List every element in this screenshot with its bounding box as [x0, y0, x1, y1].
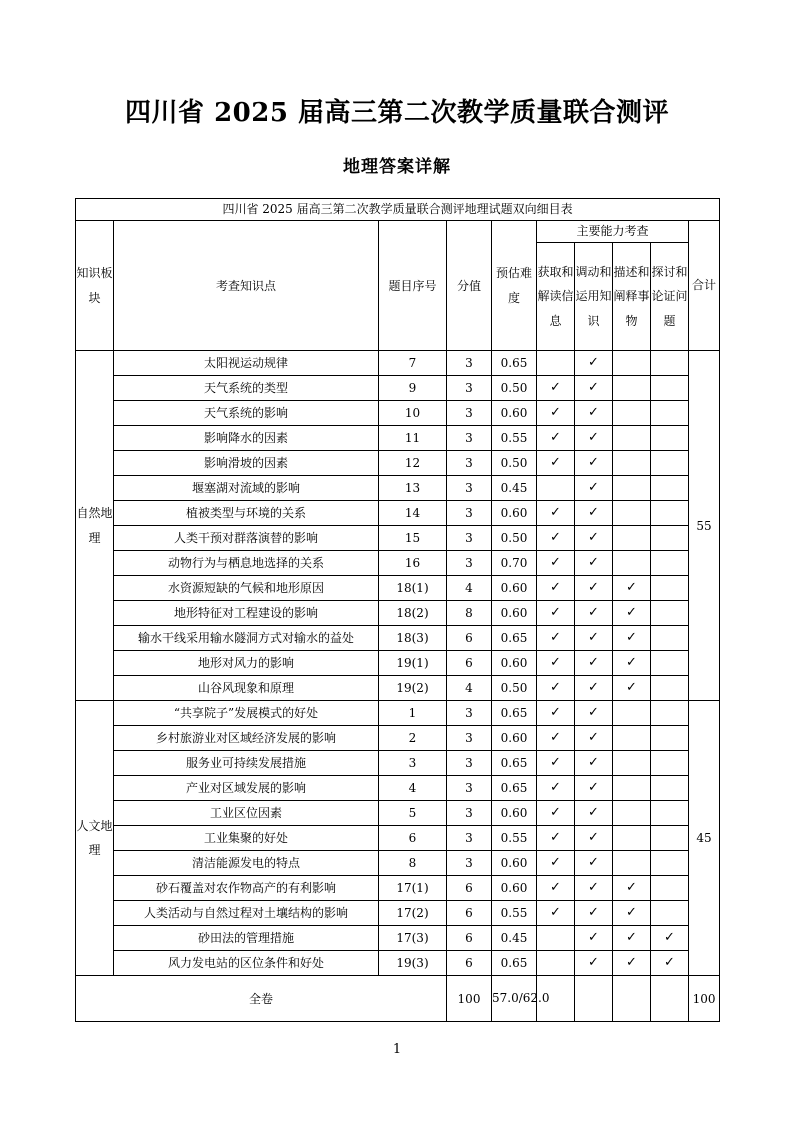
ability-check	[613, 426, 651, 451]
score: 3	[447, 401, 492, 426]
ability-check: ✓	[575, 351, 613, 376]
ability-check: ✓	[575, 801, 613, 826]
score: 3	[447, 826, 492, 851]
ability-check	[651, 726, 689, 751]
header-difficulty: 预估难度	[492, 221, 537, 351]
ability-check	[651, 601, 689, 626]
ability-check: ✓	[613, 576, 651, 601]
ability-check: ✓	[537, 401, 575, 426]
score: 3	[447, 701, 492, 726]
header-ability-3: 描述和阐释事物	[613, 243, 651, 351]
ability-check: ✓	[537, 776, 575, 801]
difficulty: 0.60	[492, 501, 537, 526]
ability-check: ✓	[537, 426, 575, 451]
score: 3	[447, 851, 492, 876]
ability-check: ✓	[537, 551, 575, 576]
ability-check: ✓	[575, 476, 613, 501]
ability-check: ✓	[575, 776, 613, 801]
ability-check	[651, 426, 689, 451]
difficulty: 0.60	[492, 401, 537, 426]
header-score: 分值	[447, 221, 492, 351]
score: 6	[447, 876, 492, 901]
ability-check: ✓	[575, 726, 613, 751]
ability-check	[651, 501, 689, 526]
question-number: 16	[379, 551, 447, 576]
ability-check: ✓	[537, 851, 575, 876]
ability-check	[613, 451, 651, 476]
question-number: 18(1)	[379, 576, 447, 601]
ability-check: ✓	[575, 701, 613, 726]
ability-check	[651, 876, 689, 901]
footer-empty-cell	[651, 976, 689, 1022]
ability-check	[651, 826, 689, 851]
header-question-number: 题目序号	[379, 221, 447, 351]
ability-check: ✓	[613, 951, 651, 976]
footer-empty-cell	[575, 976, 613, 1022]
question-number: 3	[379, 751, 447, 776]
table-row	[76, 676, 720, 701]
ability-check	[537, 351, 575, 376]
knowledge-point: 人类干预对群落演替的影响	[114, 526, 379, 551]
question-number: 19(1)	[379, 651, 447, 676]
ability-check: ✓	[575, 851, 613, 876]
ability-check: ✓	[575, 651, 613, 676]
table-row	[76, 601, 720, 626]
knowledge-point: 地形特征对工程建设的影响	[114, 601, 379, 626]
table-row	[76, 426, 720, 451]
table-caption: 四川省 2025 届高三第二次教学质量联合测评地理试题双向细目表	[76, 199, 720, 221]
difficulty: 0.50	[492, 526, 537, 551]
score: 6	[447, 926, 492, 951]
header-ability-group: 主要能力考查	[537, 221, 689, 243]
ability-check: ✓	[537, 901, 575, 926]
knowledge-point: 太阳视运动规律	[114, 351, 379, 376]
ability-check: ✓	[537, 651, 575, 676]
ability-check	[537, 926, 575, 951]
ability-check: ✓	[537, 751, 575, 776]
score: 3	[447, 801, 492, 826]
table-row	[76, 501, 720, 526]
difficulty: 0.65	[492, 626, 537, 651]
ability-check	[651, 551, 689, 576]
question-number: 19(3)	[379, 951, 447, 976]
difficulty: 0.65	[492, 701, 537, 726]
question-number: 10	[379, 401, 447, 426]
ability-check	[651, 376, 689, 401]
table-row	[76, 776, 720, 801]
ability-check: ✓	[575, 901, 613, 926]
ability-check: ✓	[651, 951, 689, 976]
ability-check	[651, 451, 689, 476]
knowledge-point: 人类活动与自然过程对土壤结构的影响	[114, 901, 379, 926]
knowledge-point: 堰塞湖对流域的影响	[114, 476, 379, 501]
knowledge-point: 植被类型与环境的关系	[114, 501, 379, 526]
ability-check	[613, 726, 651, 751]
ability-check	[613, 476, 651, 501]
ability-check: ✓	[613, 876, 651, 901]
ability-check: ✓	[613, 676, 651, 701]
difficulty: 0.60	[492, 801, 537, 826]
knowledge-point: 服务业可持续发展措施	[114, 751, 379, 776]
ability-check	[537, 951, 575, 976]
table-row	[76, 526, 720, 551]
ability-check	[651, 651, 689, 676]
question-number: 17(2)	[379, 901, 447, 926]
difficulty: 0.60	[492, 876, 537, 901]
knowledge-point: 山谷风现象和原理	[114, 676, 379, 701]
difficulty: 0.50	[492, 376, 537, 401]
ability-check	[651, 526, 689, 551]
ability-check: ✓	[613, 901, 651, 926]
question-number: 12	[379, 451, 447, 476]
ability-check: ✓	[575, 526, 613, 551]
page-subtitle: 地理答案详解	[343, 157, 451, 177]
table-row	[76, 351, 720, 376]
knowledge-point: 天气系统的类型	[114, 376, 379, 401]
table-row	[76, 726, 720, 751]
ability-check: ✓	[613, 601, 651, 626]
footer-empty-cell	[613, 976, 651, 1022]
knowledge-point: 动物行为与栖息地选择的关系	[114, 551, 379, 576]
ability-check: ✓	[537, 451, 575, 476]
footer-total: 100	[689, 976, 720, 1022]
ability-check: ✓	[613, 626, 651, 651]
question-number: 13	[379, 476, 447, 501]
ability-check: ✓	[537, 626, 575, 651]
question-number: 8	[379, 851, 447, 876]
ability-check	[613, 776, 651, 801]
table-row	[76, 851, 720, 876]
difficulty: 0.65	[492, 951, 537, 976]
score: 3	[447, 726, 492, 751]
difficulty: 0.60	[492, 851, 537, 876]
knowledge-point: 天气系统的影响	[114, 401, 379, 426]
table-row	[76, 926, 720, 951]
ability-check	[651, 701, 689, 726]
ability-check	[651, 901, 689, 926]
question-number: 1	[379, 701, 447, 726]
score: 3	[447, 551, 492, 576]
table-row	[76, 376, 720, 401]
ability-check: ✓	[575, 676, 613, 701]
score: 4	[447, 676, 492, 701]
score: 6	[447, 901, 492, 926]
question-number: 18(2)	[379, 601, 447, 626]
ability-check: ✓	[537, 376, 575, 401]
knowledge-point: 乡村旅游业对区域经济发展的影响	[114, 726, 379, 751]
question-number: 17(3)	[379, 926, 447, 951]
ability-check	[613, 401, 651, 426]
section-total: 55	[689, 351, 720, 701]
table-row	[76, 826, 720, 851]
ability-check: ✓	[575, 926, 613, 951]
ability-check	[613, 851, 651, 876]
footer-label: 全卷	[76, 976, 447, 1022]
question-number: 11	[379, 426, 447, 451]
score: 4	[447, 576, 492, 601]
section-name: 人文地理	[76, 701, 114, 976]
question-number: 18(3)	[379, 626, 447, 651]
question-number: 6	[379, 826, 447, 851]
score: 3	[447, 426, 492, 451]
ability-check: ✓	[537, 501, 575, 526]
footer-difficulty: 57.0/62.0	[492, 976, 537, 1022]
specification-table	[75, 198, 720, 1022]
ability-check: ✓	[537, 676, 575, 701]
question-number: 4	[379, 776, 447, 801]
question-number: 9	[379, 376, 447, 401]
table-footer-row	[76, 976, 720, 1022]
score: 3	[447, 476, 492, 501]
ability-check	[613, 826, 651, 851]
score: 3	[447, 451, 492, 476]
difficulty: 0.65	[492, 351, 537, 376]
ability-check: ✓	[537, 726, 575, 751]
ability-check	[651, 801, 689, 826]
knowledge-point: 砂田法的管理措施	[114, 926, 379, 951]
difficulty: 0.60	[492, 576, 537, 601]
knowledge-point: 影响降水的因素	[114, 426, 379, 451]
difficulty: 0.55	[492, 426, 537, 451]
table-row	[76, 576, 720, 601]
knowledge-point: 产业对区域发展的影响	[114, 776, 379, 801]
header-section: 知识板块	[76, 221, 114, 351]
score: 6	[447, 626, 492, 651]
difficulty: 0.70	[492, 551, 537, 576]
knowledge-point: 地形对风力的影响	[114, 651, 379, 676]
ability-check: ✓	[613, 926, 651, 951]
ability-check: ✓	[537, 576, 575, 601]
ability-check: ✓	[575, 951, 613, 976]
ability-check	[613, 351, 651, 376]
table-row	[76, 476, 720, 501]
knowledge-point: “共享院子”发展模式的好处	[114, 701, 379, 726]
question-number: 15	[379, 526, 447, 551]
score: 8	[447, 601, 492, 626]
score: 3	[447, 776, 492, 801]
knowledge-point: 影响滑坡的因素	[114, 451, 379, 476]
ability-check	[613, 751, 651, 776]
ability-check	[651, 401, 689, 426]
ability-check: ✓	[613, 651, 651, 676]
difficulty: 0.55	[492, 826, 537, 851]
table-row	[76, 876, 720, 901]
ability-check	[613, 376, 651, 401]
ability-check: ✓	[575, 426, 613, 451]
ability-check: ✓	[575, 576, 613, 601]
table-row	[76, 951, 720, 976]
table-row	[76, 451, 720, 476]
question-number: 19(2)	[379, 676, 447, 701]
ability-check	[651, 626, 689, 651]
knowledge-point: 水资源短缺的气候和地形原因	[114, 576, 379, 601]
ability-check: ✓	[651, 926, 689, 951]
ability-check	[613, 501, 651, 526]
question-number: 14	[379, 501, 447, 526]
header-ability-4: 探讨和论证问题	[651, 243, 689, 351]
difficulty: 0.45	[492, 926, 537, 951]
knowledge-point: 输水干线采用输水隧洞方式对输水的益处	[114, 626, 379, 651]
footer-score: 100	[447, 976, 492, 1022]
table-row	[76, 626, 720, 651]
ability-check: ✓	[575, 451, 613, 476]
score: 6	[447, 651, 492, 676]
table-row	[76, 901, 720, 926]
knowledge-point: 工业区位因素	[114, 801, 379, 826]
ability-check: ✓	[575, 501, 613, 526]
ability-check	[537, 476, 575, 501]
ability-check: ✓	[575, 626, 613, 651]
ability-check	[613, 526, 651, 551]
knowledge-point: 工业集聚的好处	[114, 826, 379, 851]
ability-check: ✓	[575, 376, 613, 401]
difficulty: 0.60	[492, 726, 537, 751]
section-name: 自然地理	[76, 351, 114, 701]
ability-check: ✓	[575, 551, 613, 576]
ability-check	[651, 751, 689, 776]
difficulty: 0.65	[492, 751, 537, 776]
ability-check: ✓	[537, 801, 575, 826]
difficulty: 0.50	[492, 676, 537, 701]
section-total: 45	[689, 701, 720, 976]
ability-check	[651, 776, 689, 801]
ability-check	[651, 476, 689, 501]
table-row	[76, 651, 720, 676]
ability-check	[651, 576, 689, 601]
ability-check	[613, 701, 651, 726]
ability-check: ✓	[575, 751, 613, 776]
page-title: 四川省 2025 届高三第二次教学质量联合测评	[125, 98, 669, 128]
ability-check: ✓	[537, 601, 575, 626]
ability-check: ✓	[575, 601, 613, 626]
header-ability-1: 获取和解读信息	[537, 243, 575, 351]
question-number: 17(1)	[379, 876, 447, 901]
ability-check: ✓	[575, 876, 613, 901]
difficulty: 0.60	[492, 601, 537, 626]
ability-check	[613, 551, 651, 576]
ability-check: ✓	[537, 701, 575, 726]
difficulty: 0.55	[492, 901, 537, 926]
ability-check	[651, 851, 689, 876]
ability-check: ✓	[537, 526, 575, 551]
page-number: 1	[392, 1042, 402, 1057]
score: 3	[447, 376, 492, 401]
score: 3	[447, 501, 492, 526]
knowledge-point: 清洁能源发电的特点	[114, 851, 379, 876]
score: 3	[447, 526, 492, 551]
table-row	[76, 751, 720, 776]
knowledge-point: 砂石覆盖对农作物高产的有利影响	[114, 876, 379, 901]
ability-check	[651, 351, 689, 376]
question-number: 7	[379, 351, 447, 376]
difficulty: 0.65	[492, 776, 537, 801]
difficulty: 0.60	[492, 651, 537, 676]
question-number: 2	[379, 726, 447, 751]
header-total: 合计	[689, 221, 720, 351]
ability-check: ✓	[575, 401, 613, 426]
table-row	[76, 551, 720, 576]
knowledge-point: 风力发电站的区位条件和好处	[114, 951, 379, 976]
ability-check: ✓	[575, 826, 613, 851]
ability-check	[613, 801, 651, 826]
table-row	[76, 401, 720, 426]
ability-check	[651, 676, 689, 701]
score: 3	[447, 751, 492, 776]
difficulty: 0.45	[492, 476, 537, 501]
header-ability-2: 调动和运用知识	[575, 243, 613, 351]
table-row	[76, 801, 720, 826]
score: 6	[447, 951, 492, 976]
question-number: 5	[379, 801, 447, 826]
table-row	[76, 701, 720, 726]
difficulty: 0.50	[492, 451, 537, 476]
ability-check: ✓	[537, 826, 575, 851]
score: 3	[447, 351, 492, 376]
ability-check: ✓	[537, 876, 575, 901]
header-knowledge: 考查知识点	[114, 221, 379, 351]
